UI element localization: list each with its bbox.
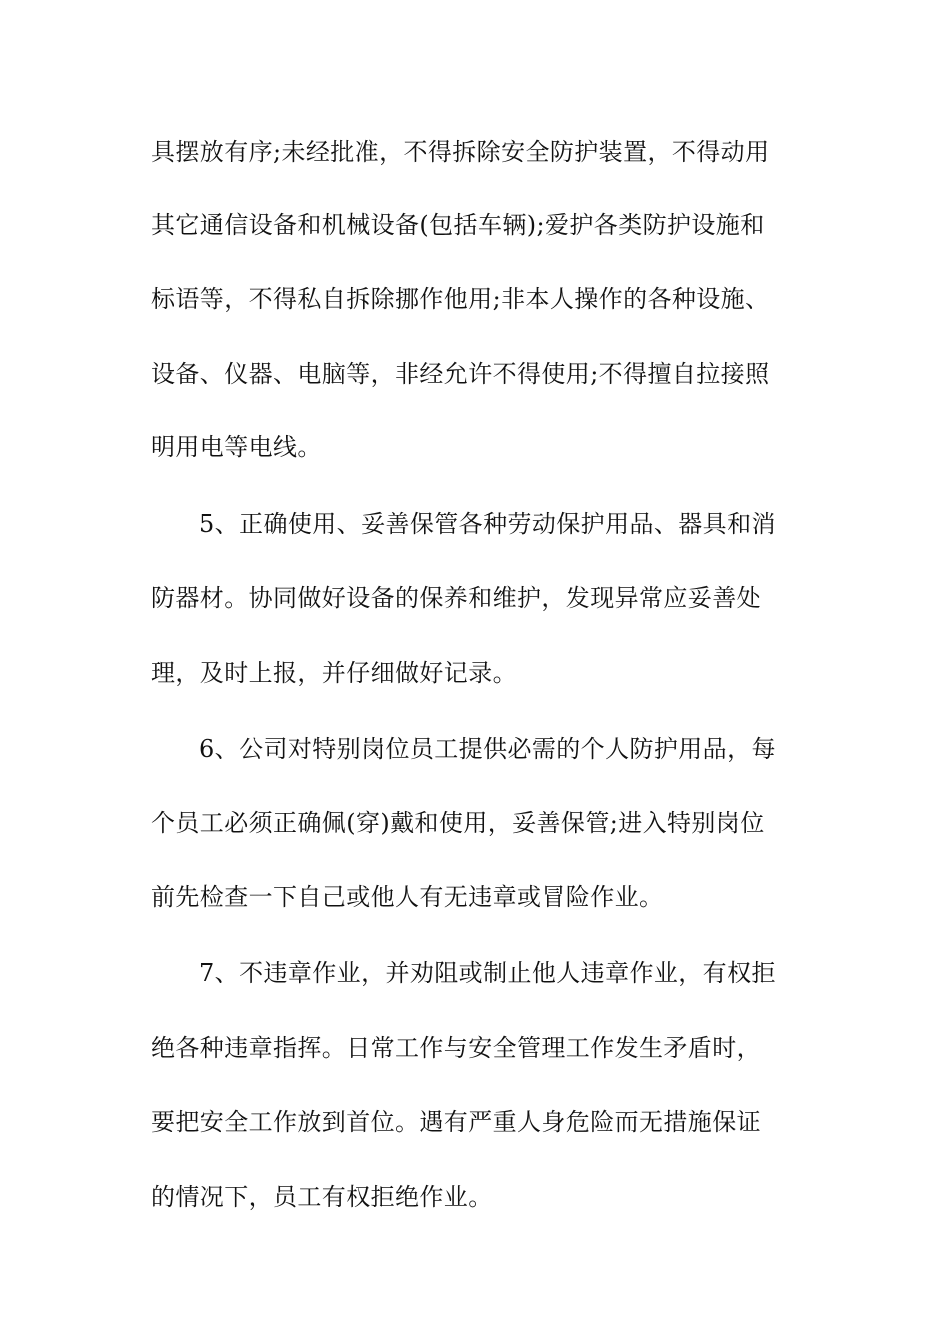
paragraph-start-line: 6、公司对特别岗位员工提供必需的个人防护用品，每 <box>199 735 776 763</box>
text-line: 要把安全工作放到首位。遇有严重人身危险而无措施保证 <box>151 1108 761 1136</box>
text-line: 具摆放有序;未经批准，不得拆除安全防护装置，不得动用 <box>151 138 770 166</box>
text-line: 前先检查一下自己或他人有无违章或冒险作业。 <box>151 883 664 911</box>
text-line: 明用电等电线。 <box>151 433 322 461</box>
paragraph-start-line: 5、正确使用、妥善保管各种劳动保护用品、器具和消 <box>199 510 776 538</box>
text-line: 个员工必须正确佩(穿)戴和使用，妥善保管;进入特别岗位 <box>151 809 765 837</box>
text-line: 防器材。协同做好设备的保养和维护，发现异常应妥善处 <box>151 584 761 612</box>
text-line: 绝各种违章指挥。日常工作与安全管理工作发生矛盾时， <box>151 1034 761 1062</box>
text-line: 标语等，不得私自拆除挪作他用;非本人操作的各种设施、 <box>151 285 770 313</box>
text-line: 设备、仪器、电脑等，非经允许不得使用;不得擅自拉接照 <box>151 360 770 388</box>
text-line: 的情况下，员工有权拒绝作业。 <box>151 1183 493 1211</box>
text-line: 其它通信设备和机械设备(包括车辆);爱护各类防护设施和 <box>151 211 765 239</box>
paragraph-start-line: 7、不违章作业，并劝阻或制止他人违章作业，有权拒 <box>199 959 776 987</box>
text-line: 理，及时上报，并仔细做好记录。 <box>151 659 517 687</box>
